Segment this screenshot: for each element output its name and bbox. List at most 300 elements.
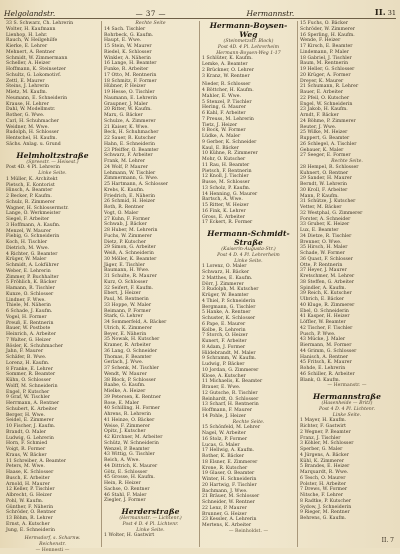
header-left-street: Helgolandstr. (4, 9, 56, 18)
entry-line: 21 Schumann, R. Lehrer (300, 84, 359, 90)
entry-line: Lüdke, A. Maler (202, 134, 241, 139)
entry-line: Schmidt, W. Zimmermann (6, 55, 68, 61)
entry-line: Lorenz, H. Kaufm. (6, 360, 50, 366)
entry-line: 12 Knoll, J. Tischler (202, 174, 249, 180)
entry-line: Heinrich, A. Arbeiter (6, 332, 56, 337)
entry-line: Jäger, E. Tischler (104, 262, 145, 268)
entry-line: 6 Pape, E. Maurer (202, 321, 246, 327)
entry-line: Herrmann, A. Rentner (6, 401, 60, 406)
entry-line: Mahler, E. Wwe. (202, 93, 242, 99)
entry-line: Friedrich, E. Näherin (104, 193, 156, 199)
entry-line: 46 Schiller, R. Arbeiter (300, 371, 355, 377)
entry-line: Jung, E. Schneiderin (6, 527, 56, 533)
entry-line: Naumann, E. Lehrerin (104, 95, 158, 101)
entry-line: Richter, F. Gastwirt (300, 424, 347, 429)
entry-line: Fuchs, W. Zimmerer (104, 233, 152, 239)
entry-line: 42 Tischer, F. Tischler (300, 325, 353, 331)
entry-line: Kraus, W. Bäcker (6, 452, 47, 458)
entry-line: 44 Grimm, G. Schlosser (300, 348, 357, 354)
entry-line: 8 Radtke, P. Kutscher (300, 498, 351, 504)
entry-line: Winkler, A. Näherin (104, 55, 151, 61)
entry-line: 17 Hellwig, A. Kaufm. (202, 448, 255, 454)
entry-line: 17 Eckert, R. Former (202, 220, 253, 226)
entry-line: 22 Lenz, P. Maurer (202, 505, 247, 511)
section-note: Rechte Seite. (232, 419, 265, 425)
entry-line: Hoffmann, K. Steinsetzer (6, 67, 67, 72)
entry-line: 31 Schulte, R. Maurer (104, 274, 157, 279)
entry-line: Lehmann, W. Tischler (104, 170, 156, 176)
entry-line: 29 Sander, H. Maurer (300, 176, 352, 182)
entry-line: Schultz, G. Lokomotivf. (6, 72, 62, 78)
street-heading: Hermann-Schmidt- (207, 229, 290, 238)
entry-line: Schäfer, B. Wwe. (6, 355, 47, 360)
entry-line: Schwab, J. Bäcker (104, 222, 147, 228)
entry-line: 32 Seifert, F. Kaufm. (104, 285, 154, 291)
entry-line: 39 Reich, K. Kutscher (300, 291, 352, 297)
entry-line: 43 Wittig, G. Tischler (104, 452, 155, 458)
entry-line: 33 S. Schwarz, Ch. Lehrerin (6, 21, 74, 26)
entry-line: 1 Lorenz, O. Maler (202, 264, 247, 270)
section-note: (Steinmetzstr. Block) (223, 39, 274, 44)
entry-line: Krebs, K. Kaufm. (104, 187, 145, 193)
entry-line: 35 Nowak, H. Kutscher (104, 337, 160, 343)
entry-line: 4 Böttcher, H. Kaufm. (202, 88, 254, 93)
entry-line: 40 Schilling, H. Former (104, 406, 160, 412)
entry-line: 16 Sperling, H. Kaufm. (300, 32, 355, 38)
entry-line: 16 Fink, K. Lehrer (202, 208, 246, 214)
entry-line: 10 Kühne, R. Zimmerer (202, 151, 258, 157)
entry-line: Hinsch, A. Beamter (6, 188, 53, 194)
entry-line: Ulbrich, E. Bäcker (300, 297, 344, 302)
entry-line: Kierke, E. Lehrer (6, 44, 48, 49)
entry-line: Wenzel, P. Beamter (104, 446, 150, 452)
entry-line: Roth, R. Rentner (104, 205, 144, 210)
entry-line: Ebert, J. Heizer (104, 291, 141, 297)
entry-line: Pietsch, F. Rentnerin (202, 168, 252, 174)
entry-line: Stark, G. Lehrer (104, 314, 143, 320)
entry-line: 11 Schreiber, A. Beamter (6, 458, 67, 464)
entry-line: Gerlach, J. Wwe. (104, 360, 144, 366)
entry-line: Mertens, K. Arbeiter (202, 523, 252, 528)
entry-line: 5 Brandes, E. Heizer (300, 464, 350, 470)
entry-line: 18 Schmitz, F. Former (104, 78, 157, 84)
section-note: (Spreestr. — Heisest.) (26, 159, 79, 165)
street-heading: Helmholtzstraße (16, 150, 89, 160)
entry-line: 4 Richter, G. Beamter (6, 251, 58, 257)
entry-line: Zettl, E. Maurer (6, 78, 45, 84)
entry-line: 5 Stenzel, P. Tischler (202, 99, 252, 105)
entry-line: Frank, M. Lehrer (104, 159, 146, 164)
section-note: Post 4 D. 4 Pl. Lehrerheim (217, 252, 280, 258)
entry-line: 24 Böhme, P. Zimmerer (300, 118, 356, 124)
entry-line: Marquardt, R. Wwe. (300, 470, 349, 475)
entry-line: Schubert, K. Arbeiter (6, 406, 58, 412)
entry-line: 35 Hirsch, H. Maler (300, 245, 348, 251)
entry-line: Mohr, O. Kutscher (202, 157, 246, 162)
entry-line: Wolter, H. Kaufmann (6, 26, 56, 32)
entry-line: Bergmann, G. Tischler (202, 304, 256, 310)
entry-line: 7 Walter, G. Heizer (6, 337, 51, 343)
section-note: Post 4 D. 4 Pl. Lichtenr. (319, 406, 375, 412)
entry-line: 14 Sach. Tischler (104, 26, 146, 32)
entry-line: Lux, E. Beamter (300, 228, 339, 233)
entry-line: Polster, H. Arbeiter (300, 481, 347, 487)
corner-mark: II. 7 (381, 537, 394, 544)
entry-line: 33 Hoppe, W. Maler (104, 302, 152, 308)
entry-line: Götz, E. Schlosser (104, 469, 148, 475)
entry-line: Kurz, O. Schlosser (104, 279, 148, 285)
entry-line: Behrens, G. Kaufm. (300, 516, 347, 521)
section-note: (Hasenheide — Britz) (321, 401, 373, 406)
entry-line: 22 Pfeil, O. Kutscher (300, 95, 350, 101)
entry-line: Gebauer, K. Maler (300, 147, 344, 153)
entry-line: 2 Matthes, E. Kaufm. (202, 275, 253, 281)
entry-line: Hering, G. Maurer (202, 105, 246, 111)
section-note: Linke Seite. (332, 412, 362, 418)
entry-line: Steins, J. Lehrerin (6, 84, 50, 90)
entry-line: Rauch, W. Heilgehilfe (6, 38, 58, 44)
entry-line: Sachse, O. Rentner (104, 486, 150, 492)
entry-line: Wagner, H. Schlossermstr. (6, 205, 69, 211)
entry-line: Blank, O. Kaufm. (300, 377, 341, 383)
entry-line: 45 Grosse, H. Kaufm. (104, 475, 155, 481)
entry-line: 2 Wegner, P. Beamter (300, 429, 351, 435)
entry-line: 15 Fuchs, O. Bäcker (300, 21, 349, 26)
column-1 (4, 21, 102, 553)
entry-line: Graupner, J. Maler (104, 101, 148, 107)
entry-line: 5 Hanke, A. Rentner (202, 310, 251, 316)
entry-line: 21 Bräuer, M. Schlosser (202, 494, 260, 500)
entry-line: Pohl, W. Kaufm. (6, 498, 44, 504)
entry-line: 30 Kroll, F. Arbeiter (300, 187, 348, 193)
section-note: Rechte Seite (135, 21, 166, 26)
entry-line: Busse, M. Schlosser (202, 180, 250, 185)
entry-line: 12 Gutsche, R. Tischler (202, 390, 258, 396)
entry-line: Reinhardt, O. Schlosser (202, 396, 259, 402)
entry-line: 33 Gruber, K. Heizer (300, 222, 350, 228)
entry-line: Dahl, W. Modellmstr. (6, 107, 56, 113)
entry-line: 31 Schütze, J. Kutscher (300, 199, 356, 205)
entry-line: 11 Rau, H. Beamter (202, 162, 250, 168)
entry-line: Schwarz, H. Bäcker (202, 270, 250, 275)
entry-line: Beyer, E. Näherin (104, 331, 147, 337)
entry-line: Weise, F. Zimmerer (104, 423, 151, 429)
entry-line: Zimmermann, G. Wwe. (104, 176, 159, 182)
entry-line: Hentschel, H. Kaufm. (6, 136, 58, 141)
entry-line: 7 Drews, W. Former (300, 487, 348, 493)
section-note: Hermsdorf, s. Scharnw. (24, 536, 81, 542)
entry-line: Kühl, K. Zimmerer (300, 458, 345, 464)
street-heading: Herderstraße (121, 507, 180, 516)
entry-line: Nieder, R. Schlosser (202, 82, 251, 88)
entry-line: Bachmann, J. Wwe. (202, 488, 248, 494)
entry-line: Schuster, K. Schlosser (202, 316, 256, 321)
entry-line: Mietz, M. Kaufm. (6, 90, 48, 95)
entry-line: Brenner, O. Wwe. (300, 239, 342, 245)
entry-line: 20 Ritter, W. Kaufm. (104, 107, 152, 113)
entry-line: Ruppert, G. Beamter (300, 136, 350, 141)
entry-line: 26 Schmid, H. Heizer (104, 199, 156, 205)
entry-line: Weidner, M. Wwe. (6, 124, 50, 130)
entry-line: Kuhnert, O. Rentner (300, 170, 349, 176)
entry-line: Raabe, G. Kaufm. (104, 383, 146, 389)
entry-line: 5 Fröhlich, K. Bäcker (6, 280, 57, 286)
entry-line: 10 Jordan, G. Zimmerer (202, 367, 259, 373)
entry-line: Hübner, P. Heizer (104, 84, 146, 90)
entry-line: Lange, O. Werkmeister (6, 211, 61, 217)
entry-line: Preuß, E. Rentnerin (6, 320, 54, 326)
entry-line: 13 Böhm, R. Lehrer (6, 516, 53, 521)
entry-line: Ulrich, K. Zimmerer (104, 325, 152, 331)
entry-line: 15 Ritter, W. Heizer (202, 203, 249, 208)
entry-line: Otte, P. Rentnerin (300, 262, 343, 268)
entry-line: Neumann, E. Schneiderin (6, 95, 68, 101)
entry-line: Ludwig, G. Lehrerin (6, 435, 54, 441)
entry-line: Arndt, F. Bäcker (300, 113, 339, 118)
entry-line: 3 Köhler, M. Schlosser (300, 441, 354, 447)
entry-line: 37 Schenk, M. Tischler (104, 366, 159, 371)
entry-line: Löffler, W. Beamter (300, 320, 346, 325)
entry-line: Reich, A. Wwe. (104, 458, 140, 463)
entry-line: Dörr, J. Zimmerer (202, 281, 244, 287)
entry-line: 25 Wilke, M. Heizer (300, 130, 348, 136)
entry-line: 17 Otto, M. Rentnerin (104, 72, 157, 78)
entry-line: 38 Block, P. Schlosser (104, 377, 156, 383)
entry-line: Funke, R. Arbeiter (104, 67, 149, 72)
entry-line: 15 Schönfeld, M. Lehrer (202, 425, 261, 431)
entry-line: Sydow, J. Schneiderin (300, 504, 352, 510)
section-note: Linke Seite. (38, 171, 67, 176)
entry-line: Krause, H. Lehrer (6, 101, 49, 107)
entry-line: Seidel, E. Zimmerer (6, 418, 54, 424)
page-header (4, 2, 396, 19)
entry-line: Rohrbeck, G. Kaufm. (104, 32, 154, 38)
entry-line: Reuter, J. Wwe. (300, 124, 337, 130)
header-right-street: Hermannstr. (246, 9, 295, 18)
entry-line: 38 Steffen, G. Arbeiter (300, 279, 354, 285)
entry-line: Lindemann, P. Maler (300, 49, 349, 55)
entry-line: Vetter, M. Bäcker (300, 205, 342, 210)
entry-line: Schulz, R. Zimmerer (6, 199, 55, 205)
entry-line: 1 Mayer, H. Kaufm. (300, 418, 347, 424)
entry-line: Paul, M. Rentnerin (104, 297, 149, 302)
divider-text: — Reinholdst. — (228, 528, 269, 534)
entry-line: 25 Hartmann, A. Schlosser (104, 182, 169, 187)
street-heading: Hermann-Boysen- (209, 21, 288, 30)
entry-line: 13 Scharf, H. Rentnerin (202, 402, 259, 408)
entry-line: Riedel, K. Schlosser (104, 49, 152, 55)
entry-line: Schröder, O. Rentner (6, 510, 57, 516)
entry-line: 34 Sommerfeld, A. Bäcker (104, 320, 167, 325)
entry-line: 23 Kessler, A. Lehrerin (202, 517, 257, 523)
entry-line: 27 Kuhn, F. Former (104, 216, 150, 222)
entry-line: 42 Kirchner, M. Arbeiter (104, 435, 163, 440)
entry-line: 3 Rudolph, M. Kutscher (202, 287, 259, 293)
entry-line: Schade, W. Former (300, 251, 345, 256)
entry-line: Lienhop, H. Lehr. (6, 32, 48, 38)
entry-line: Krüger, W. Maler (6, 257, 47, 263)
entry-line: 2 Becker, P. Kaufm. (6, 194, 52, 199)
entry-line: 9 Schramm, W. Kaufm. (202, 356, 257, 362)
entry-line: 28 Huber, M. Lehrerin (104, 228, 158, 233)
section-note: Post 4D. 4 Pl. Lehrerheim (217, 44, 280, 50)
entry-line: Engel, W. Schneiderin (300, 101, 353, 107)
entry-line: Pietsch, E. Kontorist (6, 182, 55, 188)
entry-line: Winter, H. Schneiderin (202, 477, 257, 482)
entry-line: Berndt, W. Lehrerin (300, 182, 348, 187)
entry-line: 23 Pfeiffer, O. Beamter (104, 147, 159, 153)
entry-line: 6 Schade, J. Kaufm. (6, 309, 53, 314)
entry-line: 36 Quast, F. Schlosser (300, 256, 353, 262)
entry-line: Tietz, J. Heizer (202, 122, 238, 128)
entry-line: 27 Seeger, E. Former (300, 153, 351, 159)
entry-line: Kunze, O. Schlosser (6, 291, 54, 297)
entry-line: Kolbe, R. Lehrerin (202, 327, 246, 333)
entry-line: 41 Heinze, O. Bäcker (104, 417, 155, 423)
entry-line: Vogel, H. Former (6, 314, 47, 320)
section-note: Hermann-Boysen-Weg 1-17 (216, 50, 281, 56)
section-note: Post 4 D. 4 Pl. Lichtenr. (122, 521, 179, 527)
entry-line: 8 Bock, W. Former (202, 128, 246, 134)
entry-line: Sperber, G. Maler (300, 447, 343, 452)
entry-line: Lucas, G. Maler (202, 442, 240, 448)
entry-line: Hein, R. Heizer (104, 481, 141, 486)
entry-line: Nagel, W. Arbeiter (202, 431, 246, 436)
entry-line: 3 Kranz, W. Rentner (202, 73, 250, 79)
entry-line: 12 Keller, P. Tischler (6, 487, 55, 493)
entry-line: Weiß, A. Schneiderin (104, 251, 154, 256)
entry-line: Menzel, W. Maurer (6, 228, 52, 234)
entry-line: Schütz, W. Schneiderin (104, 440, 159, 446)
entry-line: 28 Hempel, R. Schlosser (300, 164, 359, 170)
section-note: (Kaiserin-Augusta-Str.) (221, 247, 276, 252)
section-note: Linke Seite. (234, 258, 263, 264)
entry-line: Ziegler, J. Former (104, 498, 146, 504)
entry-line: Kretschmer, M. Lehrer (300, 274, 355, 279)
entry-line: 43 Mücke, J. Maler (300, 337, 346, 343)
entry-line: Schröder, W. Zimmerer (300, 26, 355, 32)
column-4 (298, 21, 396, 547)
entry-line: 13 Scholz, P. Kaufm. (202, 185, 251, 191)
entry-line: 16 Lange, H. Beamter (104, 61, 157, 67)
entry-line: Haase, K. Schlosser (6, 470, 54, 475)
entry-line: Engel, P. Kutscher (6, 389, 50, 395)
entry-line: Fiebig, G. Schneiderin (6, 234, 60, 240)
entry-line: 24 Wolf, P. Maurer (104, 164, 148, 170)
street-heading: Hermannstraße (313, 392, 381, 401)
entry-line: 7 Preuss, M. Lehrerin (202, 116, 254, 122)
entry-line: 8 Franke, E. Lehrer (6, 366, 53, 372)
entry-line: 30 Möller, K. Beamter (104, 256, 157, 262)
entry-line: 20 Krüger, A. Former (300, 72, 351, 78)
section-note: (Hermannstr. — Lichtenr.) (119, 516, 182, 521)
entry-line: 16 Stolz, P. Former (202, 436, 248, 442)
entry-line: Wolff, M. Schneiderin (6, 383, 58, 389)
entry-line: 6 Kahl, F. Arbeiter (202, 111, 246, 116)
entry-line: Bauer, E. Arbeiter (300, 90, 343, 95)
entry-line: Koch, H. Tischler (6, 240, 48, 245)
entry-line: 3 Hoffmann, A. Kaufm. (6, 222, 61, 228)
entry-line: Carl, H. Schuhmacher (6, 118, 59, 124)
entry-line: Weber, E. Lehrerin (6, 268, 51, 274)
street-heading: Straße (234, 238, 263, 247)
entry-line: 39 Petersen, K. Rentner (104, 394, 161, 400)
entry-line: 1 Schlüter, K. Kaufm. (202, 56, 253, 62)
entry-line: 14 Henning, G. Maurer (202, 191, 258, 197)
entry-line: Haupt, E. Wwe. (104, 38, 142, 44)
entry-line: Rother, K. Bäcker (202, 454, 244, 459)
entry-line: 40 Kluge, R. Zimmerer (300, 302, 355, 308)
entry-line: Rose, E. Maler (104, 400, 140, 406)
entry-line: 46 Stahl, F. Maler (104, 492, 147, 498)
entry-line: Gross, E. Arbeiter (202, 214, 245, 220)
entry-line: 20 Hartwig, F. Tischler (202, 482, 257, 488)
entry-line: Peters, M. Wwe. (6, 464, 45, 470)
entry-line: 9 Gerber, K. Schneider (202, 139, 257, 145)
entry-line: Rudolph, H. Schlosser (6, 130, 59, 136)
entry-line: Hahn, E. Schneiderin (104, 141, 155, 147)
entry-line: Kunert, F. Arbeiter (202, 339, 247, 344)
directory-columns (4, 21, 396, 553)
entry-line: 36 Lang, O. Schneider (104, 348, 158, 354)
entry-line: Spindler, A. Kaufm. (300, 285, 347, 291)
section-note: Reichenstr. (39, 542, 66, 547)
entry-line: 23 Jakob, H. Kaufm. (300, 107, 348, 113)
entry-line: 2 Brückner, O. Lehrer (202, 67, 254, 73)
entry-line: Thomas, F. Beamter (104, 354, 152, 360)
entry-line: Zimmer, P. Buchhalter (6, 274, 59, 280)
entry-line: 7 Storch, O. Heizer (202, 333, 248, 339)
entry-line: Kaul, E. Bäcker (202, 145, 239, 151)
entry-line: Sächs. Anlag. u. Grund (6, 141, 61, 147)
entry-line: 22 Sauer, R. Kutscher (104, 136, 156, 141)
volume-marker: II. 31 (374, 8, 396, 18)
entry-line: Ludwig, P. Bäcker (202, 362, 245, 367)
entry-line: 37 Heyer, J. Maurer (300, 268, 347, 274)
entry-line: Beck, H. Schuhmacher (104, 130, 159, 136)
entry-line: Busch, E. Arbeiter (6, 475, 50, 481)
entry-line: 6 Tesch, O. Maurer (300, 475, 346, 481)
entry-line: 1 Müller, K. Architekt (6, 176, 58, 182)
entry-line: Albrecht, G. Heizer (6, 493, 52, 498)
section-note: Rechte Seite. (331, 159, 363, 164)
entry-line: Brunner, G. Heizer (202, 511, 247, 517)
entry-line: Post 4D. 4 Pl. Lehrerin (6, 165, 60, 171)
entry-line: 21 Kaiser, K. Wwe. (104, 124, 149, 130)
page-number: — 37 — (135, 10, 167, 18)
entry-line: 19 Glaser, O. Beamter (202, 471, 255, 477)
entry-line: 14 Pohle, J. Heizer (202, 413, 246, 419)
entry-line: 10 Fischer, J. Kaufm. (6, 424, 56, 429)
entry-line: 18 Elsner, E. Zimmerer (202, 459, 258, 465)
entry-line: Mielke, A. Heizer (104, 389, 146, 394)
entry-line: Baum, M. Rentnerin (300, 61, 349, 67)
entry-line: Klose, A. Kutscher (202, 373, 246, 379)
entry-line: 19 Heller, G. Schlosser (300, 67, 355, 72)
entry-line: 4 Jürgens, A. Bäcker (300, 452, 349, 458)
entry-line: 34 Dietze, R. Tischler (300, 233, 352, 239)
entry-line: Hanisch, A. Rentner (300, 354, 349, 360)
entry-line: Scheller, A. Heizer (6, 61, 51, 67)
entry-line: 4 Thiel, P. Schneiderin (202, 298, 256, 304)
entry-line: Opitz, J. Kutscher (104, 429, 146, 435)
entry-line: Bauer, W. Postbote (6, 326, 51, 332)
column-2 (102, 21, 200, 547)
entry-line: Pusch, P. Wwe. (300, 331, 336, 337)
entry-line: Horn, F. Schmied (6, 441, 48, 447)
entry-line: 44 Dittrich, K. Maurer (104, 463, 158, 469)
divider-text: — Hermanstr. — (327, 383, 367, 389)
